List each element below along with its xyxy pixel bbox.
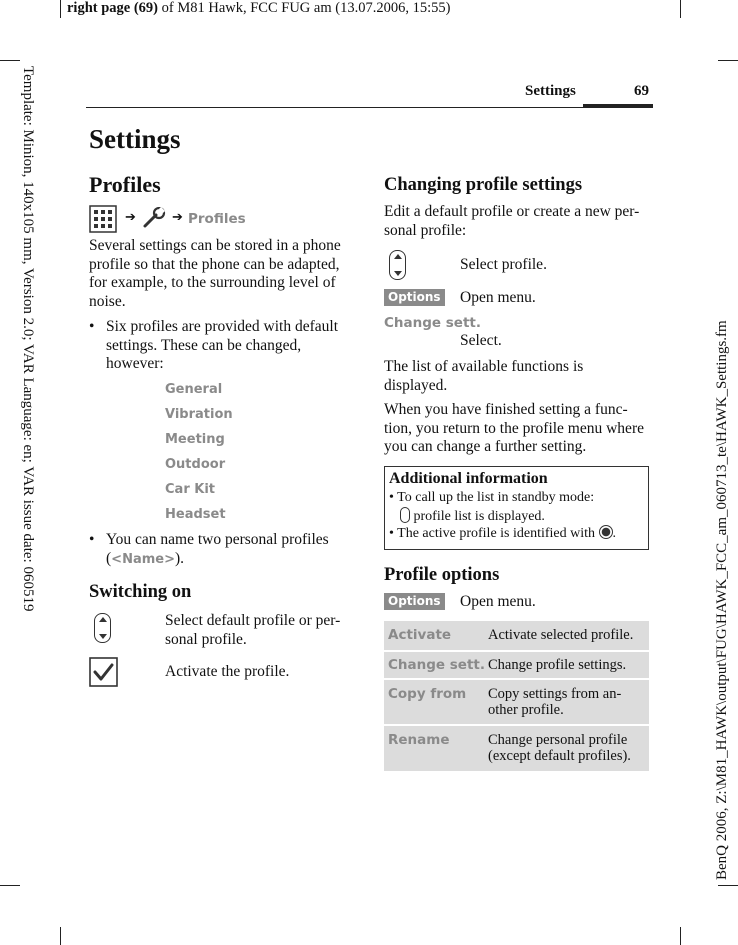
arrow-right-icon: ➔ [125, 210, 136, 225]
crop-mark [718, 60, 738, 61]
change-sett-key: Change sett. [384, 315, 481, 331]
bullet-personal-text: You can name two personal profiles ( [106, 531, 329, 567]
active-profile-icon [599, 525, 613, 539]
table-key: Activate [388, 627, 452, 643]
options-softkey[interactable]: Options [384, 289, 445, 306]
switch-step-activate: Activate the profile. [165, 663, 290, 680]
profile-item: Meeting [165, 432, 225, 447]
wrench-icon [142, 207, 168, 229]
crop-mark [60, 0, 61, 18]
checkmark-key-icon [89, 657, 118, 687]
options-softkey[interactable]: Options [384, 593, 445, 610]
navigation-key-icon [400, 507, 410, 523]
header-rule [86, 107, 653, 108]
bullet-default-profiles [89, 318, 354, 374]
running-title: Settings [525, 83, 576, 99]
profile-item: Outdoor [165, 457, 226, 472]
profiles-intro: Several settings can be stored in a phone profile so that the phone can be adapted, for example, to the surrounding level of noise. [89, 237, 341, 310]
bullet-default-profiles-text: Six profiles are provided with default settings. These can be changed, however: [106, 318, 339, 372]
table-value: Change personal profile (except default profiles). [488, 732, 631, 764]
bullet: • [89, 318, 95, 335]
file-path-info: BenQ 2006, Z:\M81_HAWK\output\FUG\HAWK_FCC_am_060713_te\HAWK_Settings.fm [714, 320, 730, 880]
path-profiles-label: Profiles [188, 211, 246, 227]
switching-on-heading: Switching on [89, 582, 192, 602]
step-select-profile: Select profile. [460, 256, 547, 273]
profile-item: Vibration [165, 407, 233, 422]
table-key: Copy from [388, 686, 467, 702]
page-label: right page (69) [67, 0, 159, 16]
changing-settings-heading: Changing profile settings [384, 175, 583, 195]
info-line: • To call up the list in standby mode: [389, 490, 595, 505]
navigation-key-icon [389, 250, 406, 280]
crop-mark [60, 927, 61, 945]
bullet-personal-profiles [89, 531, 354, 569]
crop-mark [718, 885, 738, 886]
page-number-bar [583, 104, 653, 108]
crop-mark [0, 60, 20, 61]
profile-options-heading: Profile options [384, 565, 500, 585]
info-title: Additional information [389, 470, 548, 487]
step-select: Select. [460, 332, 502, 349]
bullet: • [89, 531, 95, 548]
additional-info-box [384, 466, 649, 550]
open-menu-text: Open menu. [460, 593, 536, 610]
menu-grid-icon [89, 205, 117, 233]
table-value: Activate selected profile. [488, 627, 634, 643]
document-info [67, 0, 450, 17]
table-key: Rename [388, 732, 450, 748]
arrow-right-icon: ➔ [172, 210, 183, 225]
bullet-personal-end: ). [174, 549, 185, 567]
crop-mark [680, 927, 681, 945]
info-line [400, 507, 545, 525]
list-displayed-text: The list of available functions is displayed. [384, 358, 584, 394]
info-line-text: To call up the list in standby mode: [397, 490, 595, 505]
step-open-menu: Open menu. [460, 289, 536, 306]
crop-mark [680, 0, 681, 18]
name-key: <Name> [111, 551, 175, 567]
changing-intro: Edit a default profile or create a new per-sonal profile: [384, 203, 640, 239]
table-value: Change profile settings. [488, 657, 627, 673]
page-number: 69 [634, 83, 649, 99]
menu-path [89, 205, 249, 233]
profile-item: Headset [165, 507, 226, 522]
table-key: Change sett. [388, 657, 485, 673]
when-finished-text: When you have finished setting a func-tion, you return to the profile menu where you can change a further setting. [384, 401, 644, 455]
template-info: Template: Minion, 140x105 mm, Version 2.0; VAR Language: en; VAR issue date: 060519 [20, 66, 36, 612]
switch-step-select: Select default profile or per-sonal profile. [165, 612, 341, 648]
navigation-key-icon [94, 613, 111, 643]
info-line-text: profile list is displayed. [413, 509, 545, 524]
info-line-text: The active profile is identified with [397, 526, 596, 541]
profiles-heading: Profiles [89, 172, 161, 197]
table-value: Copy settings from an-other profile. [488, 686, 622, 718]
crop-mark [0, 885, 20, 886]
page-title: Settings [89, 124, 181, 154]
document-info-text: of M81 Hawk, FCC FUG am (13.07.2006, 15:55) [158, 0, 451, 16]
profile-item: Car Kit [165, 482, 215, 497]
profile-item: General [165, 382, 223, 397]
info-line: • The active profile is identified with . [389, 526, 617, 541]
